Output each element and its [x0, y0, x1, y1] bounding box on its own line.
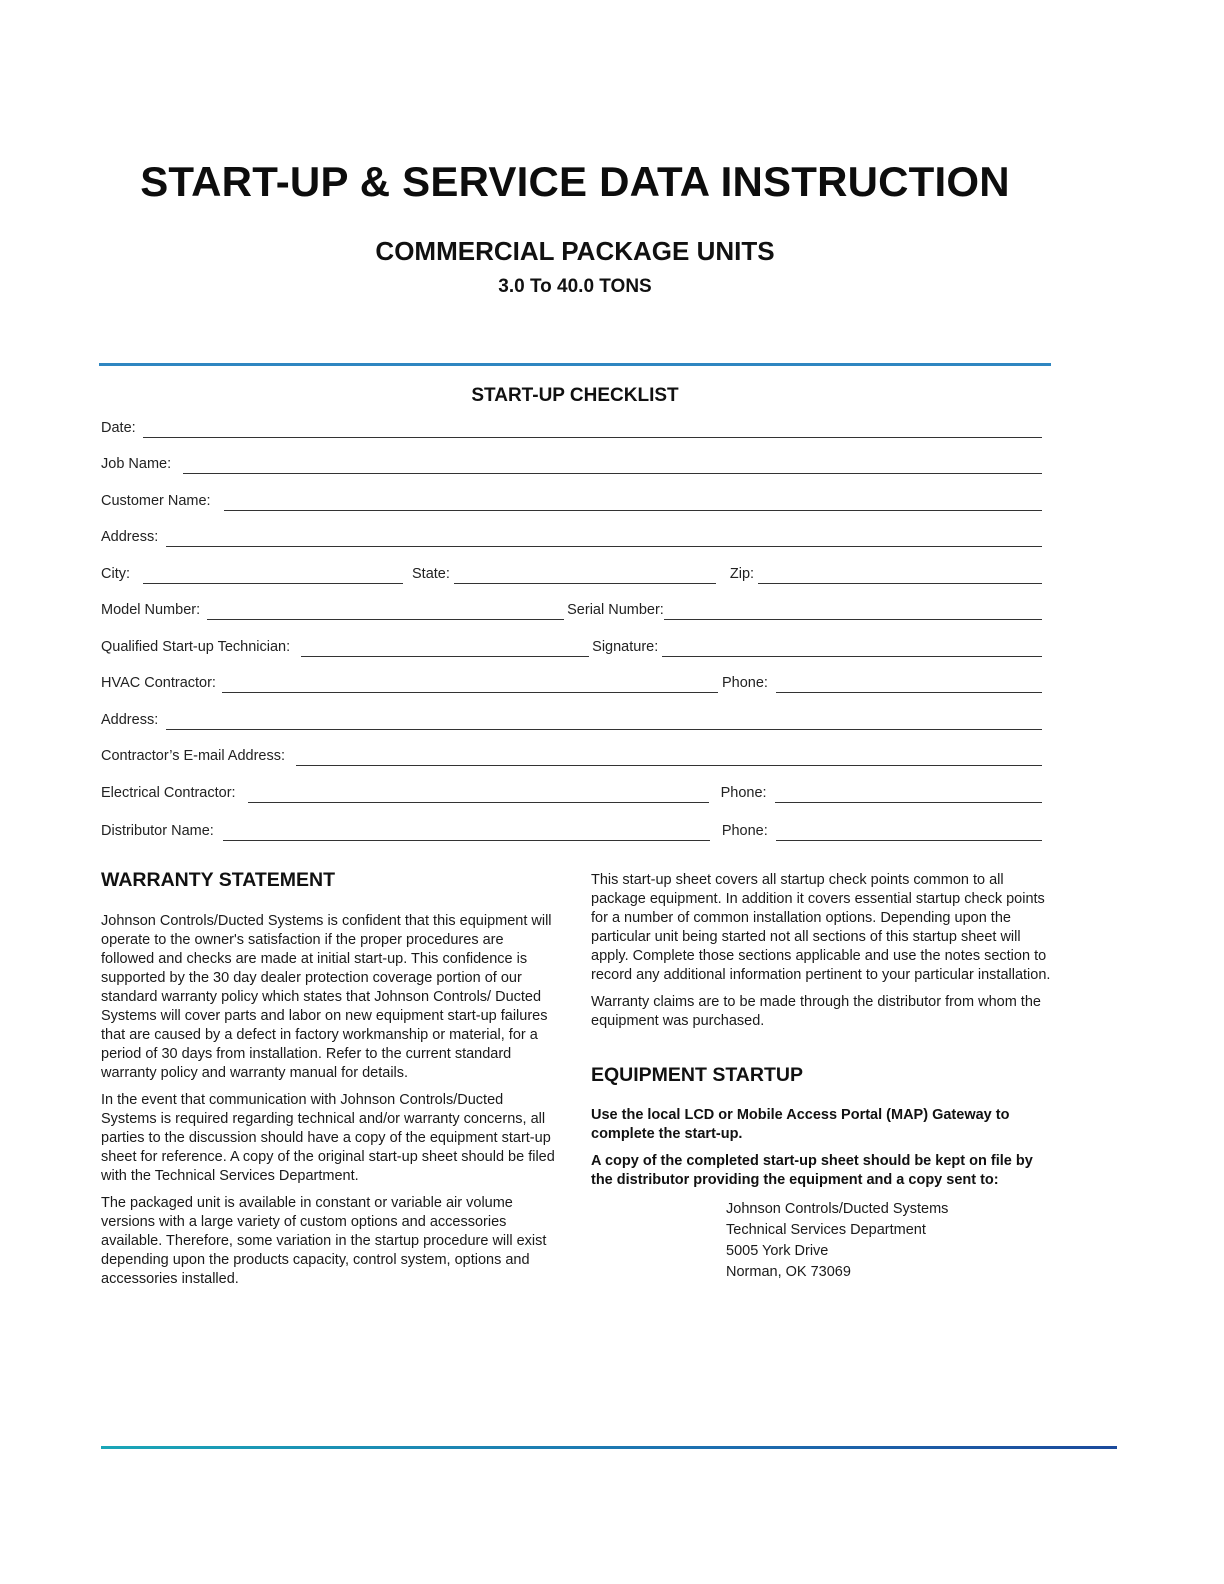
- instruction-paragraph: Use the local LCD or Mobile Access Portal (MAP) Gateway to complete the start-up.: [591, 1107, 1010, 1142]
- customer-name-field[interactable]: [224, 492, 1042, 511]
- distributor-name-label: Distributor Name:: [101, 823, 214, 839]
- model-serial-row: [101, 596, 1042, 620]
- customer-name-label: Customer Name:: [101, 493, 211, 509]
- hvac-contractor-field[interactable]: [222, 674, 718, 693]
- date-label: Date:: [101, 420, 136, 436]
- hvac-phone-label: Phone:: [721, 675, 768, 691]
- address-field[interactable]: [166, 528, 1042, 547]
- warranty-text: [101, 912, 559, 1297]
- serial-number-field[interactable]: [664, 601, 1042, 620]
- date-field[interactable]: [143, 419, 1042, 438]
- electrical-contractor-label: Electrical Contractor:: [101, 785, 236, 801]
- intro-paragraph: This start-up sheet covers all startup check points common to all package equipment. In addition it covers essential startup check points for a number of common installation options. Depending upon the particular unit being started not all sections of this startup sheet will apply. Complete those sections applicable and use the notes section to record any additional information pertinent to your particular installation.: [591, 872, 1051, 983]
- technician-field[interactable]: [301, 638, 589, 657]
- job-name-field[interactable]: [183, 455, 1042, 474]
- warranty-paragraph: Johnson Controls/Ducted Systems is confident that this equipment will operate to the owner's satisfaction if the proper procedures are followed and checks are made at initial start-up. This confidence is supported by the 30 day dealer protection coverage portion of our standard warranty policy which states that Johnson Controls/ Ducted Systems will cover parts and labor on new equipment start-up failures that are caused by a defect in factory workmanship or material, for a period of 30 days from installation. Refer to the current standard warranty policy and warranty manual for details.: [101, 913, 552, 1081]
- zip-field[interactable]: [758, 565, 1042, 584]
- distributor-phone-field[interactable]: [776, 822, 1042, 841]
- address-label: Address:: [101, 529, 159, 545]
- equipment-startup-heading: EQUIPMENT STARTUP: [591, 1064, 803, 1086]
- technician-row: [101, 633, 1042, 657]
- signature-label: Signature:: [592, 639, 659, 655]
- address-row: [101, 523, 1042, 547]
- instruction-paragraph: A copy of the completed start-up sheet should be kept on file by the distributor providing the equipment and a copy sent to:: [591, 1153, 1033, 1188]
- signature-field[interactable]: [662, 638, 1042, 657]
- hvac-phone-field[interactable]: [776, 674, 1042, 693]
- top-divider: [99, 363, 1051, 366]
- model-number-field[interactable]: [207, 601, 564, 620]
- electrical-contractor-row: [101, 779, 1042, 803]
- zip-label: Zip:: [729, 566, 755, 582]
- startup-instructions: [591, 1106, 1057, 1198]
- city-state-zip-row: [101, 560, 1042, 584]
- warranty-heading: WARRANTY STATEMENT: [101, 869, 335, 891]
- technician-label: Qualified Start-up Technician:: [101, 639, 291, 655]
- contractor-email-row: [101, 742, 1042, 766]
- mailing-address: [726, 1199, 948, 1283]
- warranty-paragraph: In the event that communication with Johnson Controls/Ducted Systems is required regarding technical and/or warranty concerns, all parties to the discussion should have a copy of the equipment start-up sheet for reference. A copy of the original start-up sheet should be filed with the Technical Services Department.: [101, 1092, 555, 1184]
- distributor-name-field[interactable]: [223, 822, 710, 841]
- electrical-phone-field[interactable]: [775, 784, 1042, 803]
- contractor-email-field[interactable]: [296, 747, 1042, 766]
- tonnage-range: 3.0 To 40.0 TONS: [498, 276, 652, 297]
- address-line: Technical Services Department: [726, 1222, 926, 1238]
- intro-paragraph: Warranty claims are to be made through the distributor from whom the equipment was purchased.: [591, 994, 1041, 1029]
- warranty-paragraph: The packaged unit is available in constant or variable air volume versions with a large variety of custom options and accessories available. Therefore, some variation in the startup procedure will exist depending upon the products capacity, control system, options and accessories installed.: [101, 1195, 547, 1287]
- contractor-email-label: Contractor’s E-mail Address:: [101, 748, 286, 764]
- distributor-phone-label: Phone:: [721, 823, 768, 839]
- city-field[interactable]: [143, 565, 403, 584]
- customer-name-row: [101, 487, 1042, 511]
- page-subtitle: COMMERCIAL PACKAGE UNITS: [375, 236, 775, 266]
- checklist-title: START-UP CHECKLIST: [471, 385, 679, 406]
- serial-number-label: Serial Number:: [567, 602, 664, 618]
- hvac-contractor-row: [101, 669, 1042, 693]
- address-line: Johnson Controls/Ducted Systems: [726, 1201, 949, 1217]
- distributor-row: [101, 817, 1042, 841]
- state-field[interactable]: [454, 565, 716, 584]
- startup-intro-text: [591, 871, 1051, 1039]
- contractor-address-label: Address:: [101, 712, 159, 728]
- address-line: Norman, OK 73069: [726, 1264, 851, 1280]
- job-name-row: [101, 450, 1042, 474]
- page-title: START-UP & SERVICE DATA INSTRUCTION: [140, 158, 1010, 205]
- model-number-label: Model Number:: [101, 602, 201, 618]
- bottom-divider: [101, 1446, 1117, 1449]
- address-line: 5005 York Drive: [726, 1243, 829, 1259]
- contractor-address-field[interactable]: [166, 711, 1042, 730]
- electrical-phone-label: Phone:: [720, 785, 767, 801]
- contractor-address-row: [101, 706, 1042, 730]
- date-row: [101, 414, 1042, 438]
- job-name-label: Job Name:: [101, 456, 172, 472]
- electrical-contractor-field[interactable]: [248, 784, 709, 803]
- city-label: City:: [101, 566, 130, 582]
- hvac-contractor-label: HVAC Contractor:: [101, 675, 216, 691]
- state-label: State:: [412, 566, 450, 582]
